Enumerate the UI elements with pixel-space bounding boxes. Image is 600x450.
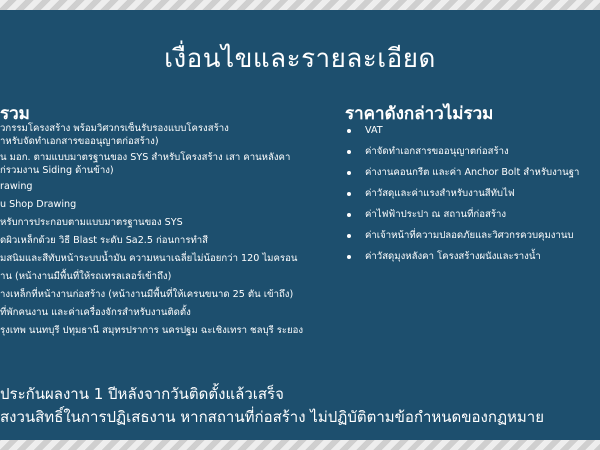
bullet-icon [347, 150, 351, 154]
bullet-icon [347, 234, 351, 238]
excluded-item: VAT [345, 124, 600, 137]
included-item: น มอก. ตามแบบมาตรฐานของ SYS สำหรับโครงสร้าง เสา คานหลังคา ก่รวมงาน Siding ด้านข้าง) [0, 152, 291, 176]
excluded-item: ค่าจัดทำเอกสารขออนุญาตก่อสร้าง [345, 145, 600, 158]
excluded-item: ค่าวัสดุมุงหลังคา โครงสร้างผนังและรางน้ำ [345, 250, 600, 263]
excluded-item: ค่าเจ้าหน้าที่ความปลอดภัยและวิศวกรควบคุมงานบ [345, 229, 600, 242]
warranty-note: ประกันผลงาน 1 ปีหลังจากวันติดตั้งแล้วเสร็จ [0, 385, 284, 403]
excluded-heading: ราคาดังกล่าวไม่รวม [345, 104, 494, 124]
included-item: ที่พักคนงาน และค่าเครื่องจักรสำหรับงานติดตั้ง [0, 307, 191, 318]
included-item: รุงเทพ นนทบุรี ปทุมธานี สมุทรปราการ นครปฐม ฉะเชิงเทรา ชลบุรี ระยอง [0, 325, 304, 336]
excluded-list [345, 124, 600, 271]
bullet-icon [347, 255, 351, 259]
included-heading: รวม [0, 104, 30, 124]
bullet-icon [347, 129, 351, 133]
page-title: เงื่อนไขและรายละเอียด [164, 44, 436, 74]
included-item: หรับการประกอบตามแบบมาตรฐานของ SYS [0, 217, 183, 228]
included-item: าน (หน้างานมีพื้นที่ให้รถเทรลเลอร์เข้าถึง) [0, 271, 172, 282]
included-item: วกรรมโครงสร้าง พร้อมวิศวกรเซ็นรับรองแบบโครงสร้าง ำหรับจัดทำเอกสารขออนุญาตก่อสร้าง) [0, 123, 229, 147]
included-list [0, 122, 330, 342]
rights-note: สงวนสิทธิ์ในการปฏิเสธงาน หากสถานที่ก่อสร้าง ไม่ปฏิบัติตามข้อกำหนดของกฏหมาย [0, 408, 545, 426]
bullet-icon [347, 213, 351, 217]
bullet-icon [347, 171, 351, 175]
included-item: มสนิมและสีทับหน้าระบบน้ำมัน ความหนาเฉลี่ยไม่น้อยกว่า 120 ไมครอน [0, 253, 298, 264]
excluded-item: ค่าวัสดุและค่าแรงสำหรับงานสีทับไฟ [345, 187, 600, 200]
included-item: rawing [0, 181, 33, 192]
included-item: ดผิวเหล็กด้วย วิธี Blast ระดับ Sa2.5 ก่อนการทำสี [0, 235, 209, 246]
excluded-item: ค่างานคอนกรีต และค่า Anchor Bolt สำหรับงานฐา [345, 166, 600, 179]
conditions-panel [0, 10, 600, 440]
bullet-icon [347, 192, 351, 196]
included-item: u Shop Drawing [0, 199, 77, 210]
excluded-item: ค่าไฟฟ้าประปา ณ สถานที่ก่อสร้าง [345, 208, 600, 221]
included-item: างเหล็กที่หน้างานก่อสร้าง (หน้างานมีพื้นที่ให้เครนขนาด 25 ตัน เข้าถึง) [0, 289, 294, 300]
